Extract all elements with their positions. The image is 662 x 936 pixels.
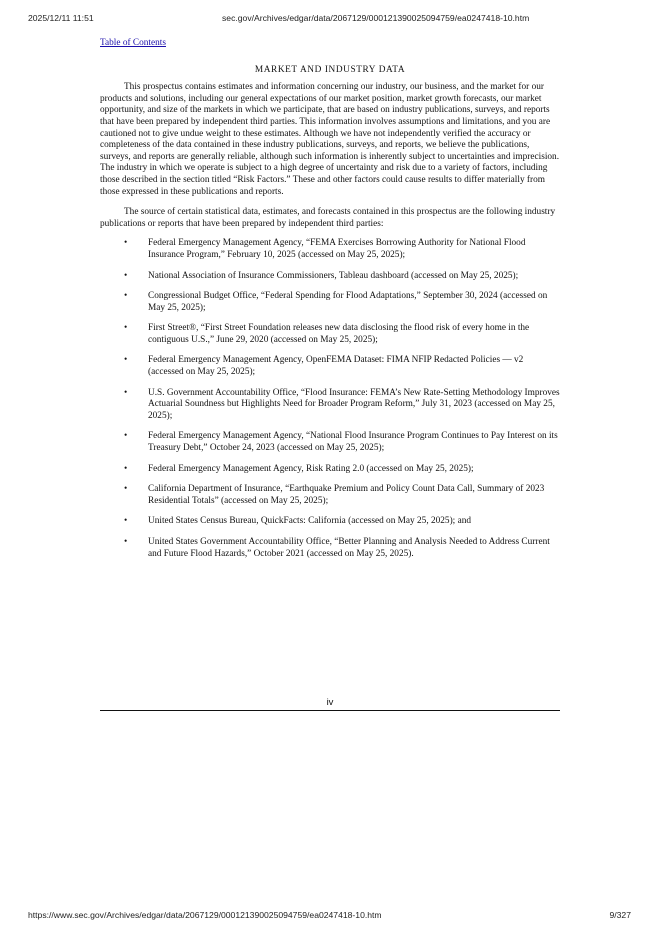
sources-list [100, 238, 560, 560]
bullet-icon: • [124, 238, 128, 249]
bullet-icon: • [124, 387, 128, 398]
bullet-icon: • [124, 291, 128, 302]
document-body [100, 38, 560, 569]
source-text: Federal Emergency Management Agency, OpenFEMA Dataset: FIMA NFIP Redacted Policies — v2 (accessed on May 25, 2025); [148, 355, 524, 378]
bullet-icon: • [124, 355, 128, 366]
list-item [100, 484, 560, 507]
horizontal-rule [100, 710, 560, 711]
list-item [100, 271, 560, 283]
source-text: United States Government Accountability Office, “Better Planning and Analysis Needed to Address Current and Future Flood Hazards,” October 2021 (accessed on May 25, 2025). [148, 537, 550, 559]
print-url-header: sec.gov/Archives/edgar/data/2067129/000121390025094759/ea0247418-10.htm [222, 13, 530, 23]
bullet-icon: • [124, 516, 128, 527]
list-item [100, 431, 560, 454]
source-text: U.S. Government Accountability Office, “Flood Insurance: FEMA’s New Rate-Setting Methodology Improves Actuarial Soundness but Highlights Need for Broader Program Reform,” July 31, 2023 (accessed on May 25, 2025); [148, 387, 560, 421]
print-url-footer: https://www.sec.gov/Archives/edgar/data/2067129/000121390025094759/ea0247418-10.htm [28, 910, 382, 920]
source-text: United States Census Bureau, QuickFacts: California (accessed on May 25, 2025); and [148, 516, 471, 527]
source-text: Federal Emergency Management Agency, “FEMA Exercises Borrowing Authority for National Flood Insurance Program,” February 10, 2025 (accessed on May 25, 2025); [148, 238, 526, 260]
source-text: Federal Emergency Management Agency, Risk Rating 2.0 (accessed on May 25, 2025); [148, 463, 474, 474]
paragraph-sources-intro: The source of certain statistical data, estimates, and forecasts contained in this prospectus are the following industry publications or reports that have been prepared by independent third parties: [100, 207, 556, 229]
section-title: MARKET AND INDUSTRY DATA [254, 64, 406, 75]
source-text: California Department of Insurance, “Earthquake Premium and Policy Count Data Call, Summary of 2023 Residential Totals” (accessed on May 25, 2025); [148, 484, 545, 506]
list-item [100, 323, 560, 346]
print-datetime: 2025/12/11 11:51 [28, 13, 94, 23]
list-item [100, 464, 560, 476]
table-of-contents-link[interactable]: Table of Contents [100, 38, 166, 48]
print-page-count: 9/327 [609, 910, 631, 920]
bullet-icon: • [124, 484, 128, 495]
source-text: National Association of Insurance Commissioners, Tableau dashboard (accessed on May 25, 2025); [148, 270, 519, 281]
source-text: Federal Emergency Management Agency, “National Flood Insurance Program Continues to Pay Interest on its Treasury Debt,” October 24, 2023 (accessed on May 25, 2025); [148, 431, 558, 454]
source-text: First Street®, “First Street Foundation releases new data disclosing the flood risk of every home in the contiguous U.S.,” June 29, 2020 (accessed on May 25, 2025); [148, 323, 530, 345]
list-item [100, 238, 560, 261]
page-number: iv [326, 697, 334, 708]
list-item [100, 355, 560, 378]
list-item [100, 537, 560, 560]
bullet-icon: • [124, 431, 128, 442]
bullet-icon: • [124, 537, 128, 547]
bullet-icon: • [124, 323, 128, 334]
list-item [100, 291, 560, 314]
paragraph-market-data: This prospectus contains estimates and information concerning our industry, our business, and the market for our products and solutions, including our general expectations of our market position, market growth forecasts, our market opportunity, and size of the markets in which we participate, that are based on industry publications, surveys, and reports that have been prepared by independent third parties. This information involves assumptions and limitations, and you are cautioned not to give undue weight to these estimates. Although we have not independently verified the accuracy or completeness of the data contained in these industry publications, surveys, and reports, we believe the publications, surveys, and reports are generally reliable, although such information is inherently subject to uncertainties and imprecision. The industry in which we operate is subject to a high degree of uncertainty and risk due to a variety of factors, including those described in the section titled “Risk Factors.” These and other factors could cause results to differ materially from those expressed in these publications and reports. [100, 82, 560, 197]
list-item [100, 516, 560, 528]
bullet-icon: • [124, 270, 128, 281]
list-item [100, 388, 560, 423]
bullet-icon: • [124, 463, 128, 474]
source-text: Congressional Budget Office, “Federal Spending for Flood Adaptations,” September 30, 2024 (accessed on May 25, 2025); [148, 291, 548, 313]
